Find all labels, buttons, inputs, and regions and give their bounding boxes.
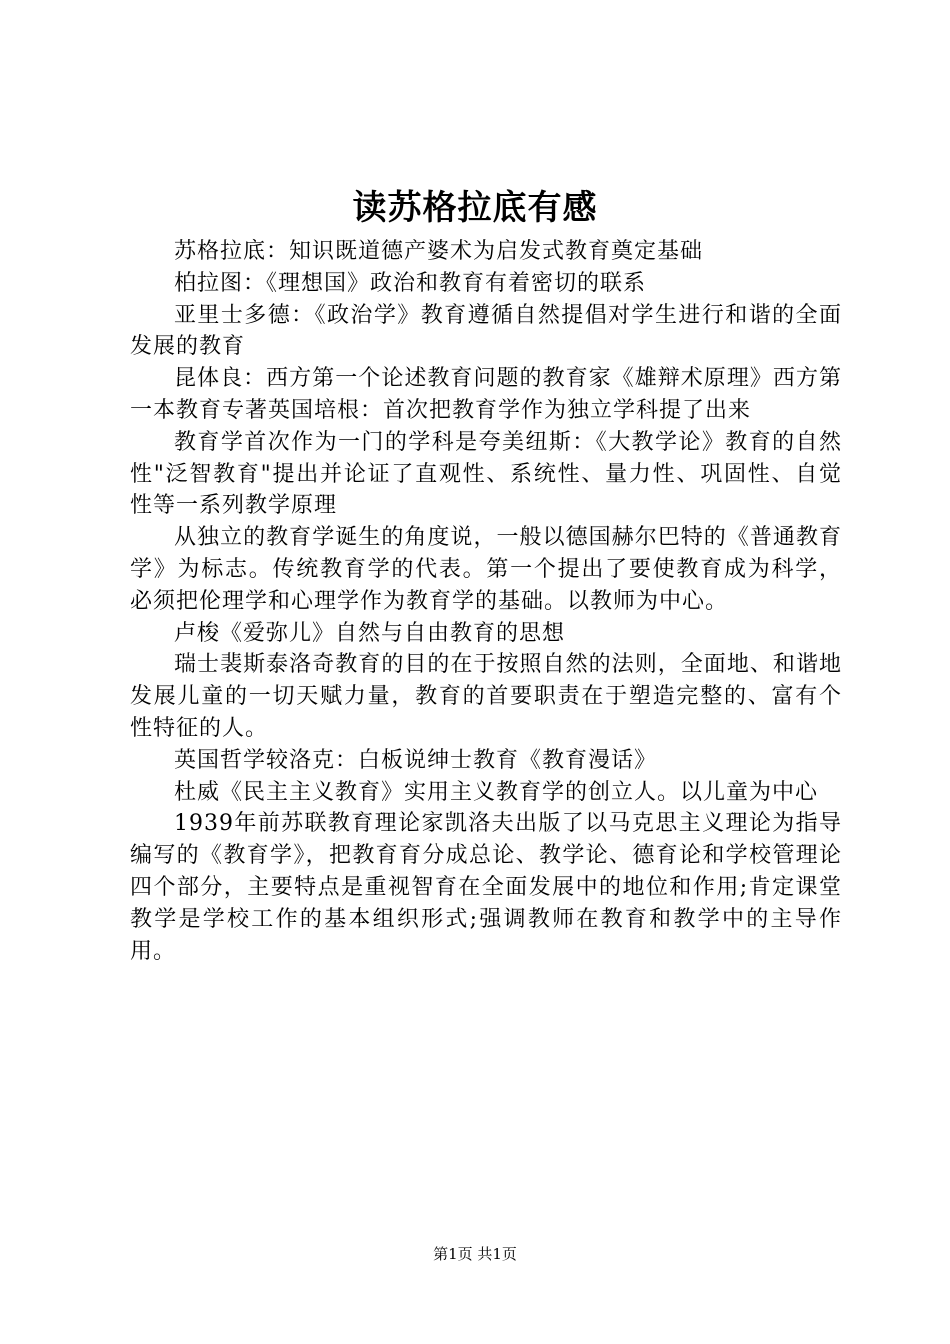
paragraph: 英国哲学较洛克：白板说绅士教育《教育漫话》 bbox=[174, 747, 658, 773]
paragraph: 卢梭《爱弥儿》自然与自由教育的思想 bbox=[174, 620, 566, 646]
page-number-footer: 第1页 共1页 bbox=[433, 1245, 517, 1263]
paragraph: 1939年前苏联教育理论家凯洛夫出版了以马克思主义理论为指导编写的《教育学》，把教育育分成总论、教学论、德育论和学校管理论四个部分，主要特点是重视智育在全面发展中的地位和作用;肯定课堂教学是学校工作的基本组织形式;强调教师在教育和教学中的主导作用。 bbox=[130, 811, 842, 964]
document-body bbox=[130, 236, 842, 967]
paragraph: 杜威《民主主义教育》实用主义教育学的创立人。以儿童为中心 bbox=[174, 779, 819, 805]
document-title: 读苏格拉底有感 bbox=[352, 188, 598, 228]
paragraph: 从独立的教育学诞生的角度说，一般以德国赫尔巴特的《普通教育学》为标志。传统教育学的代表。第一个提出了要使教育成为科学，必须把伦理学和心理学作为教育学的基础。以教师为中心。 bbox=[130, 525, 842, 614]
paragraph: 教育学首次作为一门的学科是夸美纽斯：《大教学论》教育的自然性"泛智教育"提出并论证了直观性、系统性、量力性、巩固性、自觉性等一系列教学原理 bbox=[130, 429, 842, 519]
paragraph: 昆体良：西方第一个论述教育问题的教育家《雄辩术原理》西方第一本教育专著英国培根：首次把教育学作为独立学科提了出来 bbox=[130, 366, 842, 423]
paragraph: 亚里士多德：《政治学》教育遵循自然提倡对学生进行和谐的全面发展的教育 bbox=[130, 302, 842, 360]
paragraph: 瑞士裴斯泰洛奇教育的目的在于按照自然的法则，全面地、和谐地发展儿童的一切天赋力量，教育的首要职责在于塑造完整的、富有个性特征的人。 bbox=[130, 652, 842, 741]
paragraph: 柏拉图：《理想国》政治和教育有着密切的联系 bbox=[174, 270, 647, 296]
paragraph: 苏格拉底：知识既道德产婆术为启发式教育奠定基础 bbox=[174, 239, 704, 264]
